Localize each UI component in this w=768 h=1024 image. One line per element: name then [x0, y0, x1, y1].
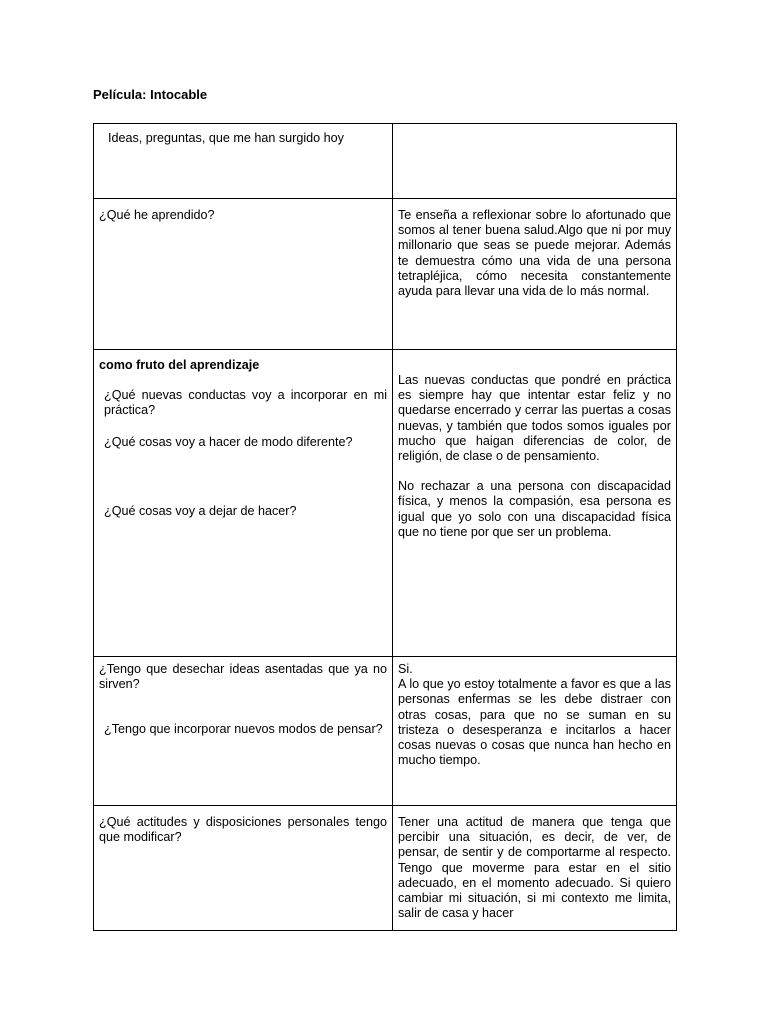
rejection-answer: No rechazar a una persona con discapacidad física, y menos la compasión, esa persona es igual que yo solo con una discapacidad física que no tiene por que ser un problema. [398, 479, 671, 539]
table-cell [94, 199, 393, 350]
table-cell [393, 806, 677, 931]
new-thinking-question: ¿Tengo que incorporar nuevos modos de pensar? [104, 722, 383, 737]
table-row [94, 199, 677, 350]
table-cell [94, 124, 393, 199]
table-cell [393, 124, 677, 199]
conduct-answer: Las nuevas conductas que pondré en práctica es siempre hay que intentar estar feliz y no quedarse encerrado y cerrar las puertas a cosas nuevas, y también que todos somos iguales por mucho que haigan diferencias de color, de religión, de clase o de pensamiento. [398, 373, 671, 464]
do-differently-question: ¿Qué cosas voy a hacer de modo diferente? [104, 434, 353, 449]
table-row [94, 124, 677, 199]
table-cell [393, 199, 677, 350]
ideas-label: Ideas, preguntas, que me han surgido hoy [108, 131, 344, 145]
discard-ideas-question: ¿Tengo que desechar ideas asentadas que ya no sirven? [99, 662, 387, 692]
table-cell [94, 657, 393, 806]
yes-answer: Si. [398, 662, 413, 676]
table-cell [94, 806, 393, 931]
stop-doing-question: ¿Qué cosas voy a dejar de hacer? [104, 503, 297, 518]
table-cell [94, 350, 393, 657]
attitudes-answer: Tener una actitud de manera que tenga que percibir una situación, es decir, de ver, de pensar, de sentir y de comportarme al respecto. Tengo que moverme para estar en el sitio adecuado, en el momento adecuado. Si quiero cambiar mi situación, si mi contexto me limita, salir de casa y hacer [398, 815, 671, 921]
section-heading: como fruto del aprendizaje [99, 358, 260, 372]
learned-answer: Te enseña a reflexionar sobre lo afortunado que somos al tener buena salud.Algo que ni por muy millonario que seas se puede mejorar. Además te demuestra cómo una vida de una persona tetrapléjica, cómo necesita constantemente ayuda para llevar una vida de lo más normal. [398, 208, 671, 299]
reflection-table [93, 123, 677, 931]
table-row [94, 350, 677, 657]
table-cell [393, 350, 677, 657]
favor-answer: A lo que yo estoy totalmente a favor es que a las personas enfermas se les debe distraer con otras cosas, para que no se suman en su tristeza o desesperanza e incitarlos a hacer cosas nuevas o cosas que nunca han hecho en mucho tiempo. [398, 677, 671, 768]
table-row [94, 806, 677, 931]
table-cell [393, 657, 677, 806]
new-conduct-question: ¿Qué nuevas conductas voy a incorporar en mi práctica? [104, 388, 387, 418]
learned-question: ¿Qué he aprendido? [99, 208, 215, 222]
document-title: Película: Intocable [93, 87, 208, 102]
table-row [94, 657, 677, 806]
attitudes-question: ¿Qué actitudes y disposiciones personales tengo que modificar? [99, 815, 387, 845]
